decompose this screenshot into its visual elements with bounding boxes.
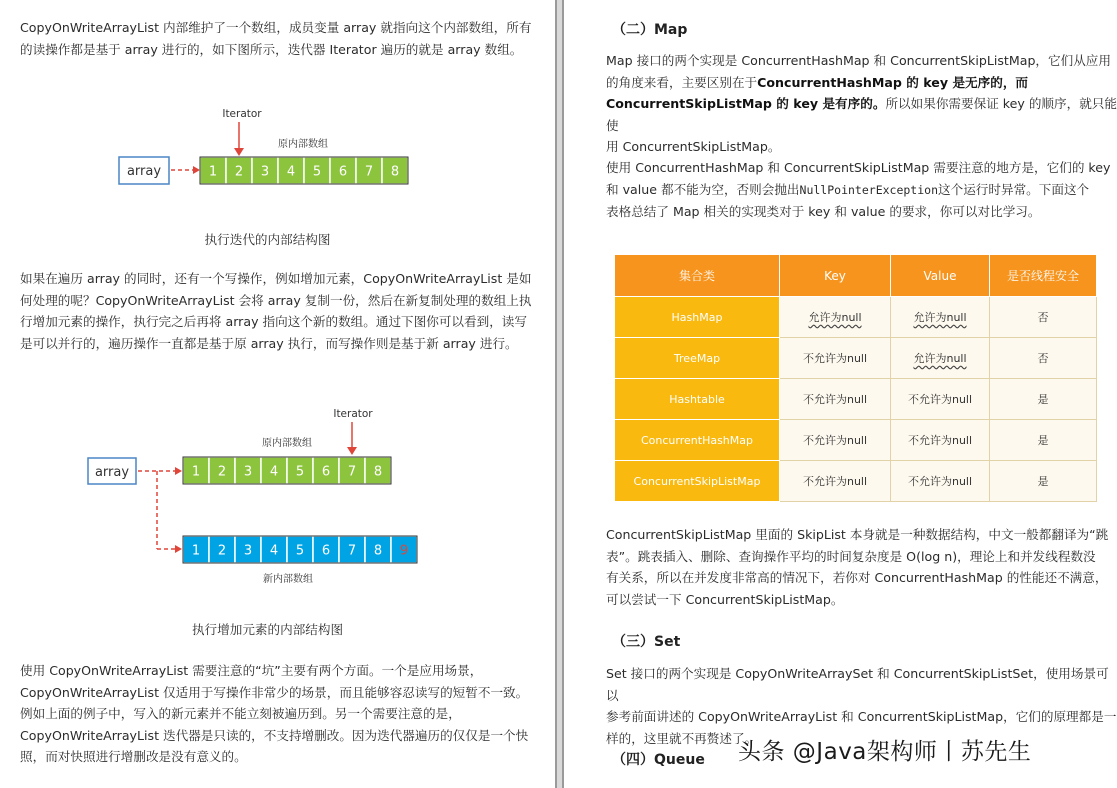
array-cell-value: 2 [234, 164, 244, 180]
array-variable-label-2: array [94, 465, 130, 480]
old-array-cells [183, 457, 391, 484]
diagram1-caption: 执行迭代的内部结构图 [204, 232, 331, 247]
array-to-old-arrowhead [175, 467, 182, 475]
header-collection: 集合类 [615, 255, 780, 297]
array-cell-value: 6 [321, 543, 331, 559]
cell-key: 不允许为null [780, 461, 891, 502]
old-array-label: 原内部数组 [262, 438, 312, 449]
cell-collection: ConcurrentHashMap [615, 420, 780, 461]
watermark: 头条 @Java架构师丨苏先生 [738, 739, 1032, 765]
array-cell-value: 6 [338, 164, 348, 180]
paragraph-pitfalls: 使用 CopyOnWriteArrayList 需要注意的“坑”主要有两个方面。一个是应用场景， CopyOnWriteArrayList 仅适用于写操作非常少的场景，而且能够容忍读写的短暂不一致。 例如上面的例子中，写入的新元素并不能立刻被遍历到。另一个需要注意的是， CopyOnWriteArrayList 迭代器是只读的，不支持增删改。因为迭代器遍历的仅仅是一个快 照，而对快照进行增删改是没有意义的。 [20, 663, 529, 764]
table-row [615, 338, 1097, 379]
array-cell-value: 9 [399, 543, 409, 559]
table-header-row [615, 255, 1097, 297]
paragraph-map-intro: Map 接口的两个实现是 ConcurrentHashMap 和 ConcurrentSkipListMap，它们从应用 的角度来看，主要区别在于ConcurrentHashMap 的 key 是无序的，而 ConcurrentSkipListMap 的 key 是有序的。所以如果你需要保证 key 的顺序，就只能使 用 ConcurrentSkipListMap。 [606, 53, 1117, 154]
right-page [564, 0, 1117, 788]
array-cell-value: 4 [269, 464, 279, 480]
array-cell-value: 6 [321, 464, 331, 480]
iterator-arrowhead-2 [347, 447, 357, 455]
cell-thread-safe: 否 [990, 338, 1097, 379]
array-cell-value: 3 [260, 164, 270, 180]
cell-key: 允许为null [780, 297, 891, 338]
paragraph-skiplist: ConcurrentSkipListMap 里面的 SkipList 本身就是一种数据结构，中文一般都翻译为“跳 表”。跳表插入、删除、查询操作平均的时间复杂度是 O(log n)，理论上和并发线程数没 有关系，所以在并发度非常高的情况下，若你对 ConcurrentHashMap 的性能还不满意， 可以尝试一下 ConcurrentSkipListMap。 [606, 527, 1109, 607]
array-variable-label: array [126, 164, 162, 179]
inner-array-label: 原内部数组 [278, 139, 328, 150]
page-gutter [555, 0, 564, 788]
left-page [0, 0, 555, 788]
header-key: Key [780, 255, 891, 297]
cell-thread-safe: 是 [990, 461, 1097, 502]
cell-collection: TreeMap [615, 338, 780, 379]
array-cell-value: 8 [373, 464, 383, 480]
cell-collection: HashMap [615, 297, 780, 338]
cell-thread-safe: 是 [990, 420, 1097, 461]
array-cell-value: 5 [312, 164, 322, 180]
table-row [615, 297, 1097, 338]
add-element-structure-diagram [0, 0, 555, 640]
array-cell-value: 7 [347, 464, 357, 480]
array-cell-value: 2 [217, 464, 227, 480]
array-cell-value: 2 [217, 543, 227, 559]
table-row [615, 379, 1097, 420]
cell-value: 允许为null [891, 338, 990, 379]
cell-key: 不允许为null [780, 379, 891, 420]
table-row [615, 461, 1097, 502]
new-array-cells [183, 536, 417, 563]
array-cell-value: 5 [295, 464, 305, 480]
paragraph-map-null: 使用 ConcurrentHashMap 和 ConcurrentSkipListMap 需要注意的地方是，它们的 key 和 value 都不能为空，否则会抛出NullPointerException这个运行时异常。下面这个 表格总结了 Map 相关的实现类对于 key 和 value 的要求，你可以对比学习。 [606, 160, 1111, 219]
header-thread-safe: 是否线程安全 [990, 255, 1097, 297]
iterator-label-2: Iterator [333, 408, 373, 420]
array-cell-value: 7 [364, 164, 374, 180]
cell-thread-safe: 否 [990, 297, 1097, 338]
array-cell-value: 7 [347, 543, 357, 559]
paragraph-write-copy: 如果在遍历 array 的同时，还有一个写操作，例如增加元素，CopyOnWriteArrayList 是如 何处理的呢？CopyOnWriteArrayList 会将 array 复制一份，然后在新复制处理的数组上执 行增加元素的操作，执行完之后再将 array 指向这个新的数组。通过下图你可以看到，读写 是可以并行的，遍历操作一直都是基于原 array 执行，而写操作则是基于新 array 进行。 [20, 271, 532, 351]
cell-value: 不允许为null [891, 461, 990, 502]
new-array-label: 新内部数组 [263, 574, 313, 585]
map-comparison-table [614, 254, 1097, 502]
cell-collection: ConcurrentSkipListMap [615, 461, 780, 502]
cell-value: 允许为null [891, 297, 990, 338]
array-cell-value: 4 [286, 164, 296, 180]
diagram2-caption: 执行增加元素的内部结构图 [191, 622, 344, 637]
cell-key: 不允许为null [780, 420, 891, 461]
array-cell-value: 1 [191, 464, 201, 480]
cell-key: 不允许为null [780, 338, 891, 379]
table-row [615, 420, 1097, 461]
cell-value: 不允许为null [891, 420, 990, 461]
heading-queue: （四）Queue [612, 752, 705, 768]
header-value: Value [891, 255, 990, 297]
paragraph-array-intro: CopyOnWriteArrayList 内部维护了一个数组，成员变量 array 就指向这个内部数组，所有 的读操作都是基于 array 进行的，如下图所示，迭代器 Iterator 遍历的就是 array 数组。 [20, 20, 532, 57]
exception-code: NullPointerException [799, 182, 939, 197]
array-cell-value: 5 [295, 543, 305, 559]
cell-value: 不允许为null [891, 379, 990, 420]
array-cell-value: 4 [269, 543, 279, 559]
array-cell-value: 8 [390, 164, 400, 180]
array-cell-value: 3 [243, 464, 253, 480]
array-cell-value: 8 [373, 543, 383, 559]
iterator-label: Iterator [222, 108, 262, 120]
array-to-new-arrowhead [175, 545, 182, 553]
array-cell-value: 1 [208, 164, 218, 180]
paragraph-set: Set 接口的两个实现是 CopyOnWriteArraySet 和 ConcurrentSkipListSet，使用场景可以 参考前面讲述的 CopyOnWriteArrayList 和 ConcurrentSkipListMap，它们的原理都是一 样的，这里就不再赘述了。 [606, 666, 1117, 746]
cell-collection: Hashtable [615, 379, 780, 420]
heading-map: （二）Map [612, 22, 688, 38]
heading-set: （三）Set [612, 634, 681, 650]
array-cell-value: 3 [243, 543, 253, 559]
array-cell-value: 1 [191, 543, 201, 559]
cell-thread-safe: 是 [990, 379, 1097, 420]
